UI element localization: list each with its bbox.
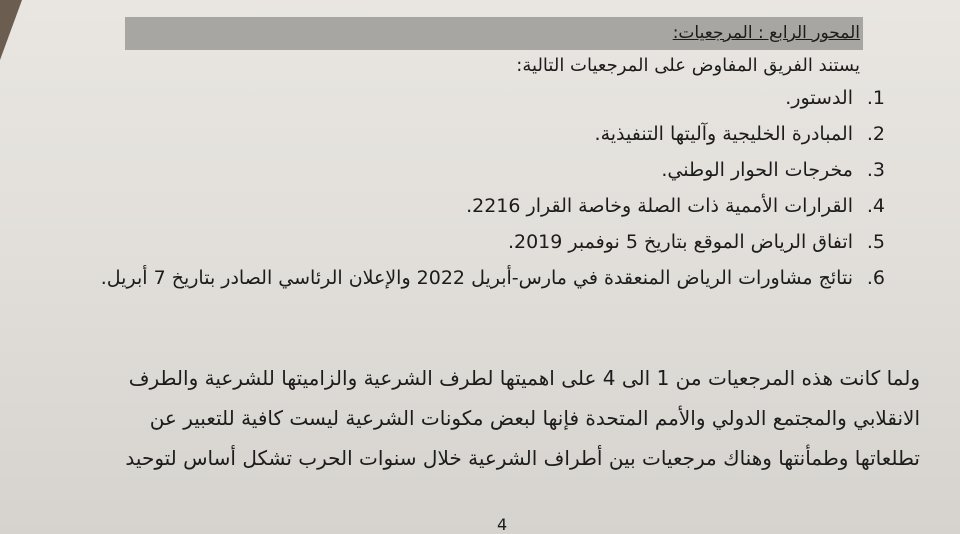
paragraph-line: الانقلابي والمجتمع الدولي والأمم المتحدة فإنها لبعض مكونات الشرعية ليست كافية للتعبير عن bbox=[149, 406, 920, 430]
list-item-number: 1. bbox=[866, 87, 885, 109]
list-item-text: اتفاق الرياض الموقع بتاريخ 5 نوفمبر 2019. bbox=[507, 231, 853, 253]
list-item-text: المبادرة الخليجية وآليتها التنفيذية. bbox=[594, 123, 853, 145]
list-item bbox=[101, 188, 885, 224]
list-item-number: 4. bbox=[866, 195, 885, 217]
references-list bbox=[101, 80, 885, 296]
paragraph-line: ولما كانت هذه المرجعيات من 1 الى 4 على اهميتها لطرف الشرعية والزاميتها للشرعية والطرف bbox=[128, 366, 920, 390]
intro-text: يستند الفريق المفاوض على المرجعيات التالية: bbox=[516, 55, 860, 76]
list-item-text: مخرجات الحوار الوطني. bbox=[661, 159, 853, 181]
list-item bbox=[101, 224, 885, 260]
list-item-number: 6. bbox=[866, 267, 885, 289]
list-item-text: نتائج مشاورات الرياض المنعقدة في مارس-أبريل 2022 والإعلان الرئاسي الصادر بتاريخ 7 أبريل. bbox=[100, 267, 853, 289]
list-item-number: 2. bbox=[866, 123, 885, 145]
background-corner bbox=[0, 0, 22, 60]
page-number: 4 bbox=[497, 515, 508, 534]
paragraph-line: تطلعاتها وطمأنتها وهناك مرجعيات بين أطراف الشرعية خلال سنوات الحرب تشكل أساس لتوحيد bbox=[125, 446, 920, 470]
section-title: المحور الرابع : المرجعيات: bbox=[672, 23, 860, 43]
list-item-number: 3. bbox=[866, 159, 885, 181]
list-item bbox=[101, 116, 885, 152]
list-item-number: 5. bbox=[866, 231, 885, 253]
list-item-text: القرارات الأممية ذات الصلة وخاصة القرار 2216. bbox=[466, 195, 853, 217]
body-paragraph bbox=[80, 358, 920, 478]
list-item bbox=[101, 260, 885, 296]
list-item-text: الدستور. bbox=[785, 87, 853, 109]
list-item bbox=[101, 80, 885, 116]
list-item bbox=[101, 152, 885, 188]
